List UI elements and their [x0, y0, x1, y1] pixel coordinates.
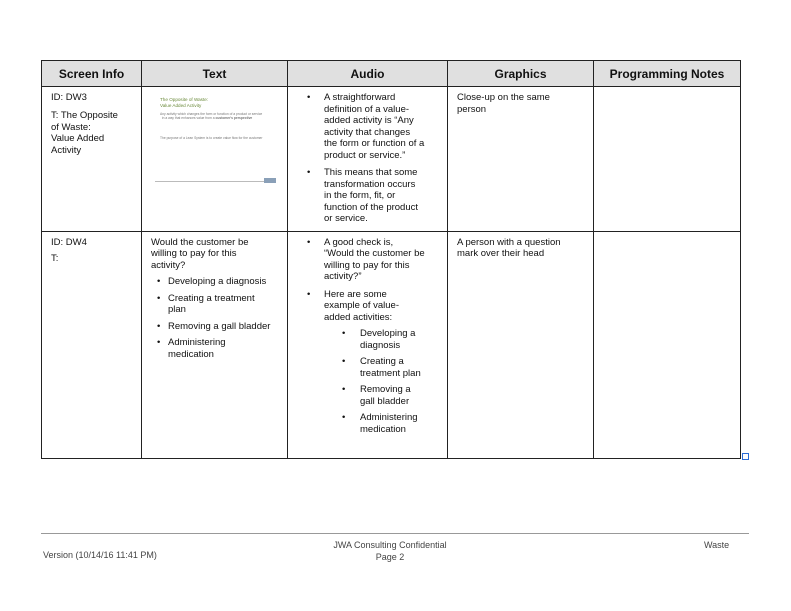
list-item: [151, 276, 278, 288]
table-row-dw4: [42, 231, 741, 458]
list-item: [324, 412, 438, 435]
header-text: Text: [142, 61, 288, 87]
screen-id: ID: DW4: [51, 236, 87, 248]
slide-body-text: in a way that enhances value from a: [161, 116, 216, 121]
audio-line: medication: [360, 423, 406, 435]
text-line: • Developing a diagnosis: [168, 276, 267, 287]
header-programming-notes: Programming Notes: [594, 61, 741, 87]
audio-cell: [288, 87, 448, 232]
text-line: activity?: [151, 259, 186, 271]
screen-info-cell: [42, 231, 142, 458]
audio-line: the form or function of a: [324, 138, 425, 149]
audio-line: • A straightforward: [324, 92, 396, 103]
text-bullet-list: [151, 276, 278, 360]
audio-bullet-list: [288, 92, 438, 225]
audio-line: • Removing a: [360, 384, 411, 395]
text-cell: [142, 231, 288, 458]
list-item: [288, 237, 438, 283]
list-item: [324, 384, 438, 407]
header-row: [42, 61, 741, 87]
slide-footer-rule: [155, 181, 273, 182]
graphics-line: mark over their head: [457, 248, 545, 259]
graphics-line: person: [457, 103, 487, 115]
audio-line: in the form, fit, or: [324, 190, 396, 201]
text-intro: [151, 237, 278, 272]
audio-line: added activity is “Any: [324, 115, 414, 126]
audio-line: • Developing a: [360, 328, 416, 339]
audio-bullet-list: [288, 237, 438, 436]
graphics-line: A person with a question: [457, 236, 561, 248]
graphics-line: Close-up on the same: [457, 92, 550, 103]
slide-title-line: Value Added Activity: [160, 102, 202, 108]
header-screen-info: Screen Info: [42, 61, 142, 87]
audio-line: • Here are some: [324, 288, 387, 300]
audio-line: added activities:: [324, 311, 393, 323]
audio-line: definition of a value-: [324, 103, 410, 115]
list-item: [151, 293, 278, 316]
audio-line: willing to pay for this: [324, 259, 410, 271]
audio-line: or service.: [324, 213, 368, 224]
text-line: medication: [168, 348, 214, 360]
list-item: [324, 328, 438, 351]
text-line: plan: [168, 304, 186, 315]
audio-line: function of the product: [324, 201, 419, 213]
list-item: [151, 321, 278, 333]
audio-line: treatment plan: [360, 367, 421, 379]
text-line: • Removing a gall bladder: [168, 320, 271, 332]
audio-line: • A good check is,: [324, 236, 394, 248]
table-row-dw3: [42, 87, 741, 232]
audio-line: activity?”: [324, 271, 362, 282]
slide-logo-bar: [264, 178, 276, 183]
list-item: [288, 167, 438, 225]
screen-title: T:: [51, 253, 59, 264]
footer-confidential: JWA Consulting Confidential: [333, 540, 447, 550]
programming-notes-cell[interactable]: [594, 231, 741, 458]
screen-title: [51, 110, 132, 156]
footer-page-number: Page 2: [375, 551, 405, 562]
screen-title-line: of Waste:: [51, 121, 91, 133]
text-line: Would the customer be: [151, 236, 249, 248]
screen-info-cell: [42, 87, 142, 232]
graphics-cell: [448, 87, 594, 232]
list-item: [288, 92, 438, 161]
header-audio: Audio: [288, 61, 448, 87]
slide-thumbnail-purpose: The purpose of a Lean System is to create value flow for the customer: [160, 136, 263, 140]
slide-body-line: [160, 116, 278, 120]
audio-line: “Would the customer be: [324, 248, 425, 259]
footer-version: Version (10/14/16 11:41 PM): [43, 550, 157, 560]
programming-notes-cell[interactable]: [594, 87, 741, 232]
list-item: [151, 337, 278, 360]
audio-cell: [288, 231, 448, 458]
slide-thumbnail-title: [160, 97, 208, 108]
table-resize-handle[interactable]: [742, 453, 749, 460]
audio-line: transformation occurs: [324, 178, 416, 190]
text-line: • Administering: [168, 337, 226, 348]
slide-thumbnail-body: [160, 112, 278, 121]
text-cell: [142, 87, 288, 232]
footer-divider: [41, 533, 749, 534]
screen-title-line: Activity: [51, 144, 82, 156]
footer-center: [290, 540, 490, 563]
screen-id: ID: DW3: [51, 92, 87, 103]
list-item: [324, 356, 438, 379]
slide-body-bold: customer's perspective: [215, 116, 253, 121]
audio-line: example of value-: [324, 300, 399, 311]
audio-sub-bullet-list: [324, 328, 438, 435]
graphics-cell: [448, 231, 594, 458]
slide-body-line: Any activity which changes the form or function of a product or service: [160, 112, 263, 116]
screen-title-line: Value Added: [51, 133, 105, 144]
audio-line: product or service.”: [324, 149, 406, 161]
header-graphics: Graphics: [448, 61, 594, 87]
text-line: • Creating a treatment: [168, 292, 255, 304]
audio-line: diagnosis: [360, 339, 401, 351]
storyboard-table: [41, 60, 741, 459]
footer-section-name: Waste: [704, 540, 730, 550]
text-line: willing to pay for this: [151, 248, 237, 259]
audio-line: gall bladder: [360, 395, 410, 407]
list-item: [288, 289, 438, 436]
audio-line: activity that changes: [324, 126, 411, 138]
audio-line: • This means that some: [324, 167, 418, 178]
audio-line: • Administering: [360, 412, 418, 423]
screen-title-line: T: The Opposite: [51, 110, 118, 121]
slide-title-line: The Opposite of Waste:: [160, 97, 209, 102]
audio-line: • Creating a: [360, 356, 404, 367]
slide-thumbnail: [151, 92, 273, 186]
